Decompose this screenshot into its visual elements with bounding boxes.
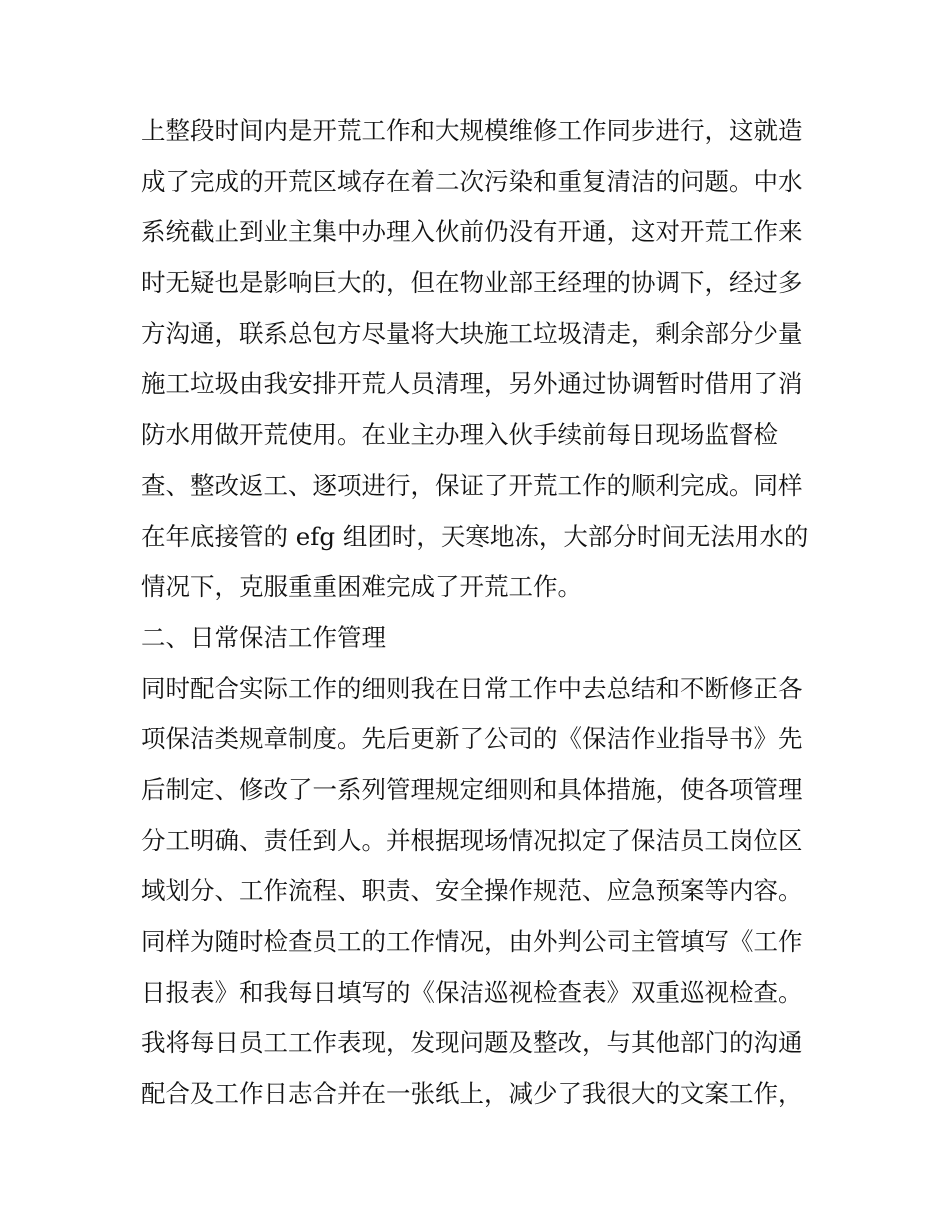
text-line: 后制定、修改了一系列管理规定细则和具体措施，使各项管理 [141, 774, 803, 804]
text-line: 同样为随时检查员工的工作情况，由外判公司主管填写《工作 [141, 927, 803, 956]
text-line: 情况下，克服重重困难完成了开荒工作。 [141, 572, 582, 602]
text-line: 查、整改返工、逐项进行，保证了开荒工作的顺利完成。同样 [141, 470, 803, 500]
text-line: 项保洁类规章制度。先后更新了公司的《保洁作业指导书》先 [141, 724, 803, 754]
text-line: 防水用做开荒使用。在业主办理入伙手续前每日现场监督检 [141, 420, 778, 450]
text-line: 在年底接管的 efg 组团时，天寒地冻，大部分时间无法用水的 [141, 521, 809, 551]
text-line: 同时配合实际工作的细则我在日常工作中去总结和不断修正各 [141, 673, 803, 703]
text-line: 上整段时间内是开荒工作和大规模维修工作同步进行，这就造 [141, 116, 803, 145]
text-line: 方沟通，联系总包方尽量将大块施工垃圾清走，剩余部分少量 [141, 318, 803, 348]
text-line: 时无疑也是影响巨大的，但在物业部王经理的协调下，经过多 [141, 268, 803, 298]
text-line: 分工明确、责任到人。并根据现场情况拟定了保洁员工岗位区 [141, 825, 803, 855]
text-line: 域划分、工作流程、职责、安全操作规范、应急预案等内容。 [141, 876, 803, 906]
section-heading: 二、日常保洁工作管理 [141, 622, 386, 652]
text-line: 日报表》和我每日填写的《保洁巡视检查表》双重巡视检查。 [141, 977, 803, 1007]
text-line: 系统截止到业主集中办理入伙前仍没有开通，这对开荒工作来 [141, 217, 803, 247]
text-line: 配合及工作日志合并在一张纸上，减少了我很大的文案工作， [141, 1079, 803, 1109]
text-line: 成了完成的开荒区域存在着二次污染和重复清洁的问题。中水 [141, 166, 803, 196]
text-line: 施工垃圾由我安排开荒人员清理，另外通过协调暂时借用了消 [141, 369, 803, 399]
text-line: 我将每日员工工作表现，发现问题及整改，与其他部门的沟通 [141, 1028, 803, 1058]
body-text [141, 106, 821, 1120]
